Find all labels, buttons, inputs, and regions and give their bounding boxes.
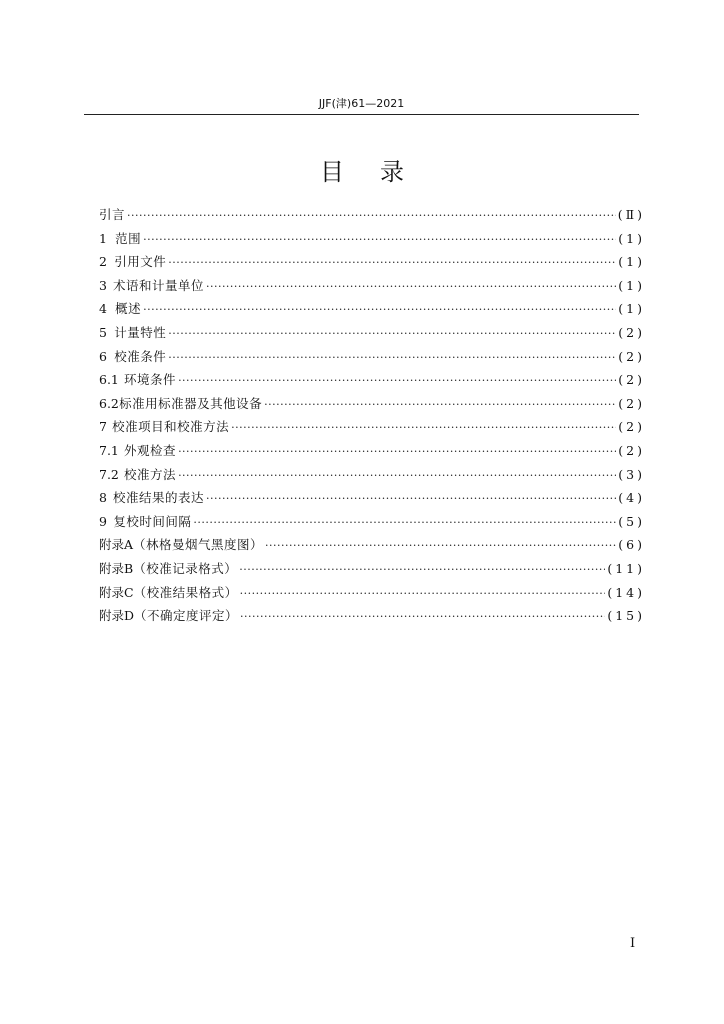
toc-entry-title: 范围 [115, 230, 142, 246]
toc-entry-number: 附录C [99, 584, 134, 600]
toc-entry-title: 引用文件 [114, 254, 167, 270]
toc-entry[interactable] [99, 392, 645, 416]
toc-entry-number: 6.2 [99, 395, 119, 411]
toc-entry[interactable] [99, 533, 645, 557]
toc-dot-leader [206, 275, 616, 299]
toc-dot-leader [231, 416, 616, 440]
toc-entry-page: (1) [618, 277, 645, 293]
toc-entry-page: (2) [618, 442, 645, 458]
toc-entry-title: （校准结果格式） [133, 584, 238, 600]
toc-entry-title: （林格曼烟气黑度图） [133, 537, 264, 553]
toc-entry-title: （不确定度评定） [134, 608, 239, 624]
toc-entry[interactable] [99, 486, 645, 510]
toc-entry-page: (2) [618, 324, 645, 340]
toc-entry[interactable] [99, 203, 645, 227]
toc-dot-leader [168, 251, 616, 275]
toc-entry-page: (2) [618, 348, 645, 364]
toc-entry[interactable] [99, 297, 645, 321]
toc-entry-page: (15) [607, 608, 645, 624]
toc-entry-title: 术语和计量单位 [112, 277, 204, 293]
toc-entry[interactable] [99, 439, 645, 463]
toc-dot-leader [264, 393, 616, 417]
toc-dot-leader [240, 605, 605, 629]
toc-entry-title: 引言 [99, 207, 126, 222]
toc-entry[interactable] [99, 510, 645, 534]
document-header [84, 96, 639, 115]
toc-entry-page: (5) [618, 513, 645, 529]
toc-entry-title: 校准结果的表达 [112, 490, 204, 506]
toc-entry[interactable] [99, 368, 645, 392]
toc-entry-number: 5 [99, 324, 107, 340]
toc-entry-number: 4 [99, 301, 107, 317]
page-title: 目录 [320, 158, 440, 186]
toc-entry-page: (11) [607, 560, 645, 576]
toc-dot-leader [178, 369, 616, 393]
toc-entry[interactable] [99, 345, 645, 369]
toc-entry-page: (6) [618, 537, 645, 553]
toc-entry-page: (2) [618, 395, 645, 411]
toc-entry[interactable] [99, 415, 645, 439]
toc-dot-leader [239, 558, 605, 582]
toc-dot-leader [143, 298, 616, 322]
toc-entry-number: 7.1 [99, 442, 119, 458]
toc-dot-leader [168, 346, 616, 370]
toc-entry-page: (3) [618, 466, 645, 482]
toc-entry[interactable] [99, 557, 645, 581]
toc-entry-number: 6 [99, 348, 107, 364]
toc-entry-page: (2) [618, 372, 645, 388]
toc-entry-title: 复校时间间隔 [113, 513, 192, 529]
toc-dot-leader [143, 228, 616, 252]
toc-entry[interactable] [99, 463, 645, 487]
toc-entry-page: (14) [607, 584, 645, 600]
toc-entry-page: (1) [618, 254, 645, 270]
toc-entry-title: 标准用标准器及其他设备 [119, 395, 263, 411]
toc-entry[interactable] [99, 321, 645, 345]
toc-entry-page: (1) [618, 301, 645, 317]
toc-entry-number: 6.1 [99, 372, 119, 388]
toc-dot-leader [240, 582, 606, 606]
toc-entry-page: (Ⅱ) [617, 207, 645, 222]
toc-dot-leader [265, 534, 616, 558]
toc-entry-number: 9 [99, 513, 107, 529]
toc-entry-number: 附录B [99, 560, 134, 576]
toc-entry-number: 8 [99, 490, 107, 506]
toc-dot-leader [178, 440, 616, 464]
toc-entry-title: 校准项目和校准方法 [112, 419, 230, 435]
standard-code: JJF(津)61—2021 [318, 97, 405, 110]
toc-entry-page: (4) [618, 490, 645, 506]
toc-entry-number: 附录A [99, 537, 134, 553]
toc-entry-number: 3 [99, 277, 107, 293]
toc-dot-leader [168, 322, 616, 346]
toc-entry[interactable] [99, 274, 645, 298]
toc-entry-title: 校准条件 [114, 348, 167, 364]
toc-dot-leader [193, 511, 616, 535]
toc-entry-number: 1 [99, 230, 107, 246]
toc-entry-title: 校准方法 [124, 466, 177, 482]
toc-entry[interactable] [99, 250, 645, 274]
toc-entry-title: 外观检查 [124, 442, 177, 458]
toc-entry[interactable] [99, 604, 645, 628]
toc-dot-leader [127, 204, 616, 228]
toc-entry-title: 环境条件 [124, 372, 177, 388]
toc-entry-title: 计量特性 [114, 324, 167, 340]
toc-entry-number: 2 [99, 254, 107, 270]
toc-entry-page: (2) [618, 419, 645, 435]
table-of-contents [99, 203, 645, 628]
toc-entry-number: 附录D [99, 608, 135, 624]
toc-dot-leader [178, 464, 616, 488]
toc-entry-title: 概述 [115, 301, 142, 317]
toc-entry-page: (1) [618, 230, 645, 246]
page-number: I [630, 936, 636, 951]
toc-dot-leader [206, 487, 616, 511]
toc-entry-title: （校准记录格式） [133, 560, 238, 576]
toc-entry[interactable] [99, 227, 645, 251]
toc-entry[interactable] [99, 581, 645, 605]
toc-entry-number: 7.2 [99, 466, 119, 482]
toc-entry-number: 7 [99, 419, 107, 435]
